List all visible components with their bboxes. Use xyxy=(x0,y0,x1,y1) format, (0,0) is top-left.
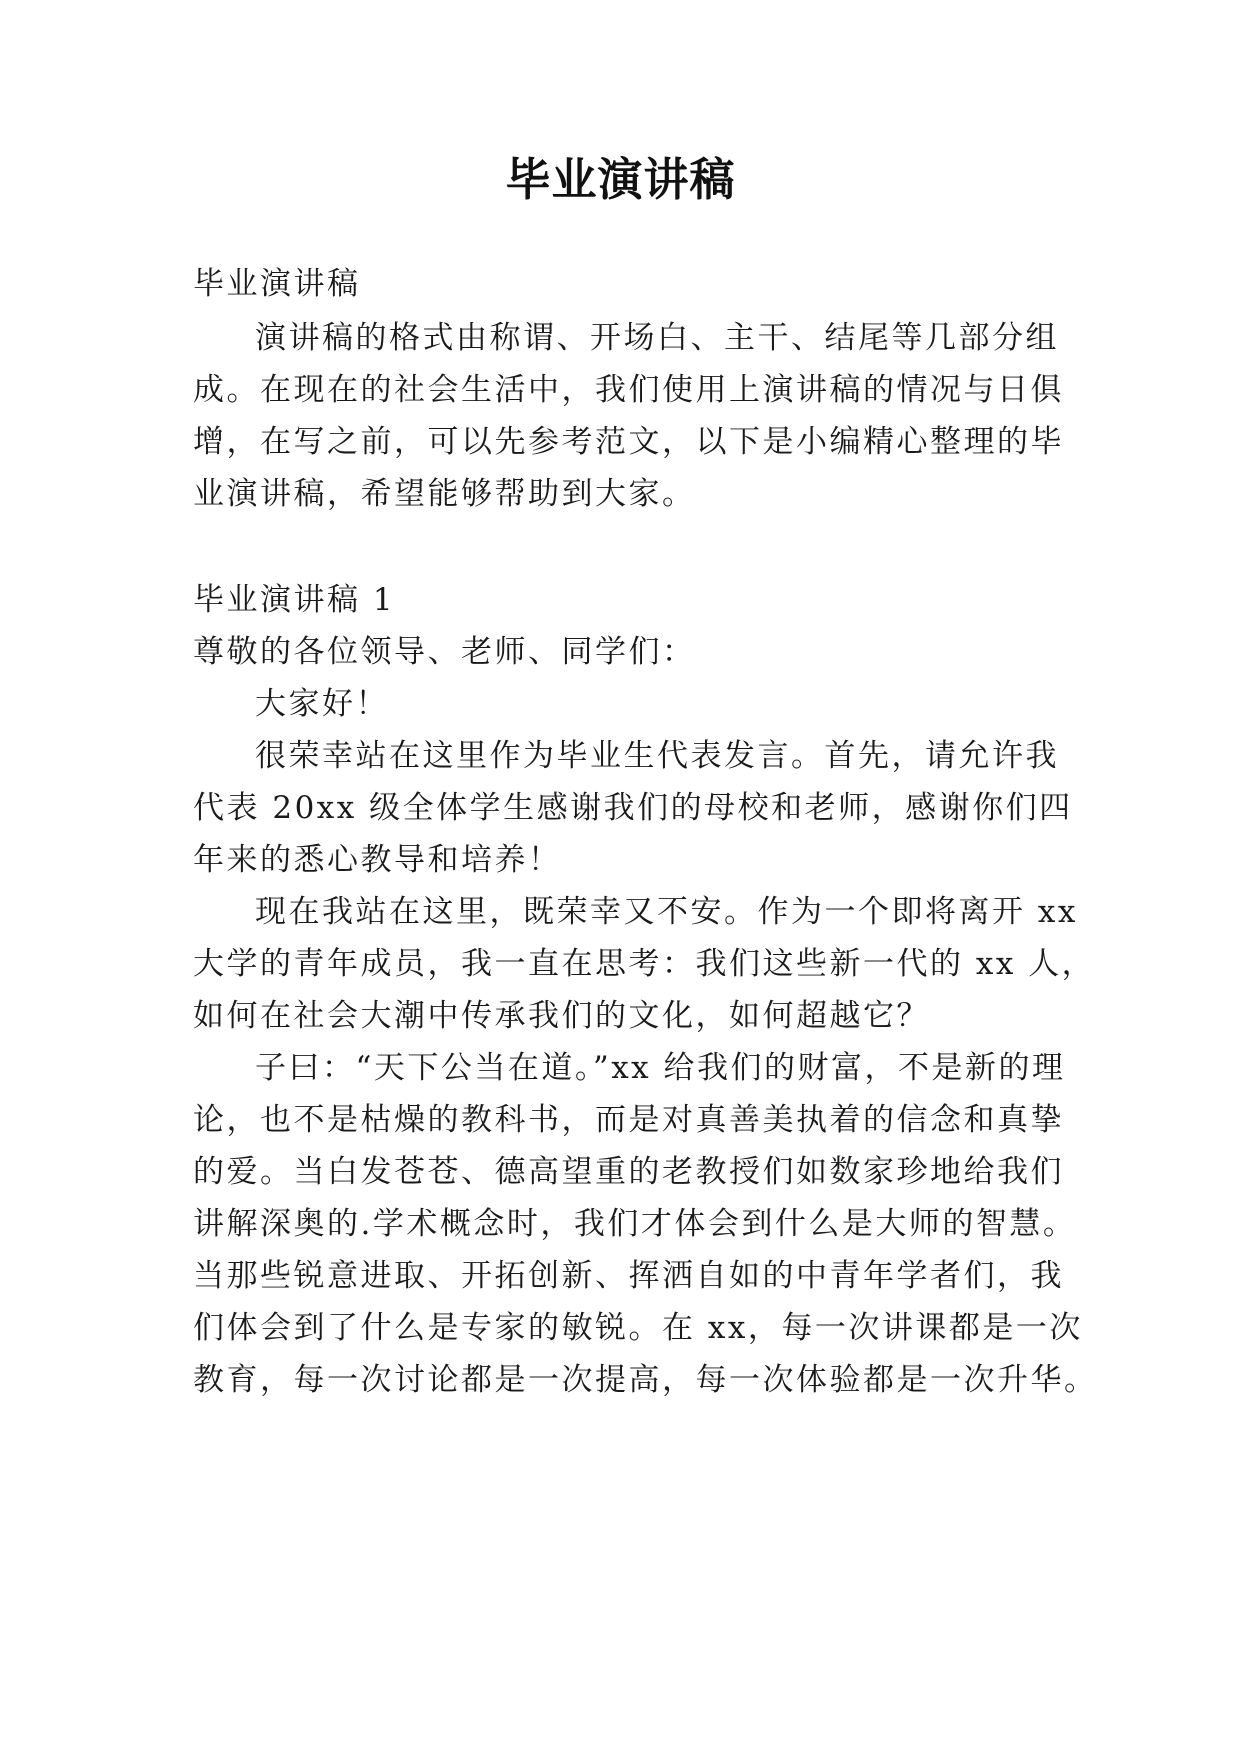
body-line-9: 的爱。当白发苍苍、德高望重的老教授们如数家珍地给我们 xyxy=(193,1154,1064,1190)
salutation-line: 尊敬的各位领导、老师、同学们： xyxy=(193,634,696,670)
body-line-12: 们体会到了什么是专家的敏锐。在 xx，每一次讲课都是一次 xyxy=(193,1310,1083,1346)
intro-line-2: 成。在现在的社会生活中，我们使用上演讲稿的情况与日俱 xyxy=(193,372,1064,408)
body-line-4: 现在我站在这里，既荣幸又不安。作为一个即将离开 xx xyxy=(255,894,1078,930)
body-line-11: 当那些锐意进取、开拓创新、挥洒自如的中青年学者们，我 xyxy=(193,1258,1064,1294)
body-line-6: 如何在社会大潮中传承我们的文化，如何超越它？ xyxy=(193,998,930,1034)
section-heading: 毕业演讲稿 1 xyxy=(193,582,396,618)
intro-line-3: 增，在写之前，可以先参考范文，以下是小编精心整理的毕 xyxy=(193,424,1064,460)
greeting-line: 大家好！ xyxy=(255,686,389,722)
body-line-2: 代表 20xx 级全体学生感谢我们的母校和老师，感谢你们四 xyxy=(193,790,1073,826)
intro-line-4: 业演讲稿，希望能够帮助到大家。 xyxy=(193,476,696,512)
body-line-5: 大学的青年成员，我一直在思考：我们这些新一代的 xx 人， xyxy=(193,946,1096,982)
subtitle-line: 毕业演讲稿 xyxy=(193,266,361,302)
document-title: 毕业演讲稿 xyxy=(505,153,736,206)
body-line-3: 年来的悉心教导和培养！ xyxy=(193,842,562,878)
body-line-1: 很荣幸站在这里作为毕业生代表发言。首先，请允许我 xyxy=(255,738,1059,774)
intro-line-1: 演讲稿的格式由称谓、开场白、主干、结尾等几部分组 xyxy=(255,320,1059,356)
body-line-13: 教育，每一次讨论都是一次提高，每一次体验都是一次升华。 xyxy=(193,1362,1098,1398)
body-line-10: 讲解深奥的.学术概念时，我们才体会到什么是大师的智慧。 xyxy=(193,1206,1077,1242)
body-line-8: 论，也不是枯燥的教科书，而是对真善美执着的信念和真挚 xyxy=(193,1102,1064,1138)
body-line-7: 子曰：“天下公当在道。”xx 给我们的财富，不是新的理 xyxy=(255,1050,1066,1086)
